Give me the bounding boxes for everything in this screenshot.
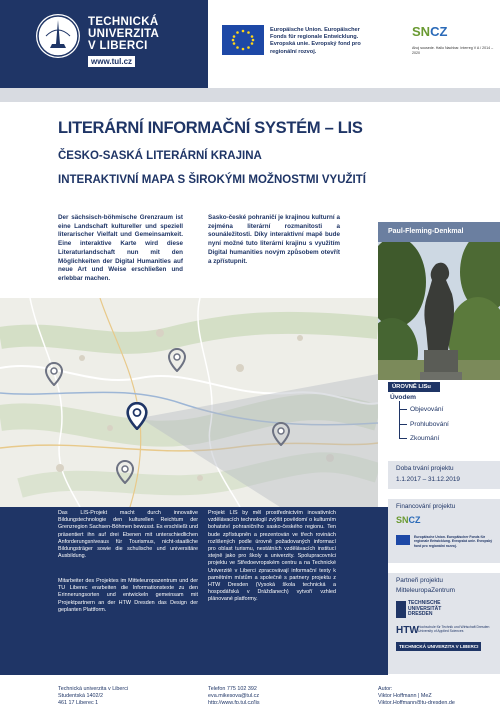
body-text-cz: Projekt LIS by měl prostřednictvím inovativních vzdělávacích technologií zvýšit povědomí o kulturním bohatství pohraničního sasko-českého regionu. Ten bude zpřístupněn a prezentován ve třech rovinách rozlišených podle úrovně požadovaných informací pro oblast turismu, nestátních vzdělávacích institucí stejně jako pro školy a univerzity. Spolupracovníci projektu ve Středoevropském centru a na Technické Univerzitě v Liberci zpracovávají informační texty k pamětním místům a společně s partnery projektu z HTW Dresden (Vysoká škola technická a hospodářská v Drážďanech) vytvoří vzhled plánované platformy. xyxy=(208,510,336,603)
tud-logo-icon xyxy=(396,601,406,618)
partner-tud-line: UNIVERSITÄT xyxy=(408,605,442,612)
intro-text-de: Der sächsisch-böhmische Grenzraum ist eine Landschaft kultureller und speziell literarischer Vielfalt und Gemeinsamkeit. Eine interaktive Karte wird diese Literaturlandschaft nun mit den Möglichkeiten der Digital Humanities auf neue Art und Weise erschließen und erlebbar machen. xyxy=(58,214,183,282)
financing-sncz-logo xyxy=(396,515,421,525)
financing-eu-text: Europäische Union. Europäischer Fonds für regionale Entwicklung. Evropská unie. Evropský fond pro regionální rozvoj. xyxy=(414,535,493,548)
map-pin-icon[interactable] xyxy=(272,422,290,446)
map-pin-icon[interactable] xyxy=(168,348,186,372)
footer-line: Autor: xyxy=(378,686,393,692)
partners-box xyxy=(388,573,500,674)
eu-funding-box xyxy=(208,0,500,88)
body-text-de-second: Mitarbeiter des Projektes im Mitteleuropazentrum und der TU Liberec erarbeiten die Informationstexte zu den Erinnerungsorten und entwickeln gemeinsam mit Projektpartnern an der HTW Dresden das Design der geplanten Plattform. xyxy=(58,578,198,613)
footer-author-email-link[interactable]: Viktor.Hoffmann@tu-dresden.de xyxy=(378,700,455,704)
financing-box xyxy=(388,499,500,563)
sncz-logo xyxy=(412,24,447,39)
levels-box xyxy=(388,382,500,454)
level-item-discover: Objevování xyxy=(410,406,444,413)
header xyxy=(0,0,500,88)
sncz-subtitle: Ahoj sousede. Hallo Nachbar. Interreg V A / 2014 – 2020 xyxy=(412,46,494,55)
photo-caption: Paul-Fleming-Denkmal xyxy=(378,222,500,242)
level-item-deepen: Prohlubování xyxy=(410,421,449,428)
level-item-research: Zkoumání xyxy=(410,435,440,442)
eu-text-line: Fonds für regionale Entwicklung. xyxy=(270,34,359,41)
partner-tud-line: DRESDEN xyxy=(408,611,433,618)
footer-web-link[interactable]: http://www.fp.tul.cz/lis xyxy=(208,700,260,704)
monument-photo xyxy=(378,242,500,380)
eu-text-line: regionální rozvoj. xyxy=(270,48,317,55)
page-subtitle: ČESKO-SASKÁ LITERÁRNÍ KRAJINA xyxy=(58,150,262,162)
footer-phone: Telefon 775 102 392 xyxy=(208,686,257,692)
levels-connector xyxy=(399,438,407,439)
tower-icon xyxy=(36,14,80,58)
intro-text-cz: Sasko-české pohraničí je krajinou kulturní a zejména literární rozmanitosti a sounáležitosti. Díky interaktivní mapě bude nyní možné tuto literární krajinu s využitím Digital humanities novým způsobem otevřít a zpřístupnit. xyxy=(208,214,340,265)
levels-heading: ÚROVNĚ LISu xyxy=(388,382,440,392)
footer-address xyxy=(58,686,128,704)
partner-htw: HTW xyxy=(396,625,419,636)
map-pin-selected-icon[interactable] xyxy=(126,402,148,430)
partner-mez: MitteleuropaZentrum xyxy=(396,587,455,594)
tul-name-line: TECHNICKÁ xyxy=(88,16,159,28)
sncz-logo-sn: SN xyxy=(412,24,431,39)
financing-sncz-cz: CZ xyxy=(408,515,421,525)
page-title: LITERÁRNÍ INFORMAČNÍ SYSTÉM – LIS xyxy=(58,119,363,137)
eu-text-line: Evropská unie. Evropský fond pro xyxy=(270,41,361,48)
tul-url-link[interactable]: www.tul.cz xyxy=(88,56,135,67)
footer-line: Viktor Hoffmann | MeZ xyxy=(378,693,432,699)
tul-name xyxy=(88,16,159,52)
page-subtitle-secondary: INTERAKTIVNÍ MAPA S ŠIROKÝMI MOŽNOSTMI VYUŽITÍ xyxy=(58,174,366,186)
footer-contact xyxy=(208,686,260,704)
partner-tul: TECHNICKÁ UNIVERZITA V LIBERCI xyxy=(396,642,481,651)
duration-value: 1.1.2017 – 31.12.2019 xyxy=(396,476,460,483)
partners-label: Partneři projektu xyxy=(396,577,443,584)
footer-line: Technická univerzita v Liberci xyxy=(58,686,129,692)
map-pin-icon[interactable] xyxy=(116,460,134,484)
sncz-logo-cz: CZ xyxy=(430,24,448,39)
levels-connector xyxy=(399,401,400,439)
duration-label: Doba trvání projektu xyxy=(396,465,454,472)
eu-flag-icon xyxy=(222,25,264,55)
header-divider xyxy=(0,88,500,102)
levels-connector xyxy=(399,409,407,410)
level-item-intro: Úvodem xyxy=(390,394,417,401)
footer-email-link[interactable]: eva.mikesova@tul.cz xyxy=(208,693,260,699)
footer-line: Studentská 1402/2 xyxy=(58,693,103,699)
eu-text xyxy=(270,27,400,56)
body-text-de: Das LIS-Projekt macht durch innovative Bildungstechnologie den kulturellen Reichtum der Grenzregion Sachsen-Böhmen bewusst. Es erschließt und präsentiert ihn auf drei Ebenen mit unterschiedlichen Anforderungsniveaus für Tourismus, nicht-staatliche Bildungsträger sowie die schulische und universitäre Ausbildung. xyxy=(58,510,198,560)
tul-name-line: V LIBERCI xyxy=(88,40,148,52)
financing-sncz-sn: SN xyxy=(396,515,409,525)
partner-tud-line: TECHNISCHE xyxy=(408,600,441,606)
interactive-map[interactable] xyxy=(0,298,378,507)
tul-name-line: UNIVERZITA xyxy=(88,28,160,40)
financing-label: Financování projektu xyxy=(396,503,456,510)
partner-htw-text: Hochschule für Technik und Wirtschaft Dresden University of Applied Sciences xyxy=(418,625,490,634)
footer-line: 461 17 Liberec 1 xyxy=(58,700,99,704)
partner-tud xyxy=(396,601,441,618)
eu-text-line: Europäische Union. Europäischer xyxy=(270,27,360,33)
levels-connector xyxy=(399,424,407,425)
footer-author xyxy=(378,686,455,704)
eu-flag-icon xyxy=(396,535,410,545)
duration-box xyxy=(388,461,500,489)
tul-logo xyxy=(36,14,80,58)
map-pin-icon[interactable] xyxy=(45,362,63,386)
